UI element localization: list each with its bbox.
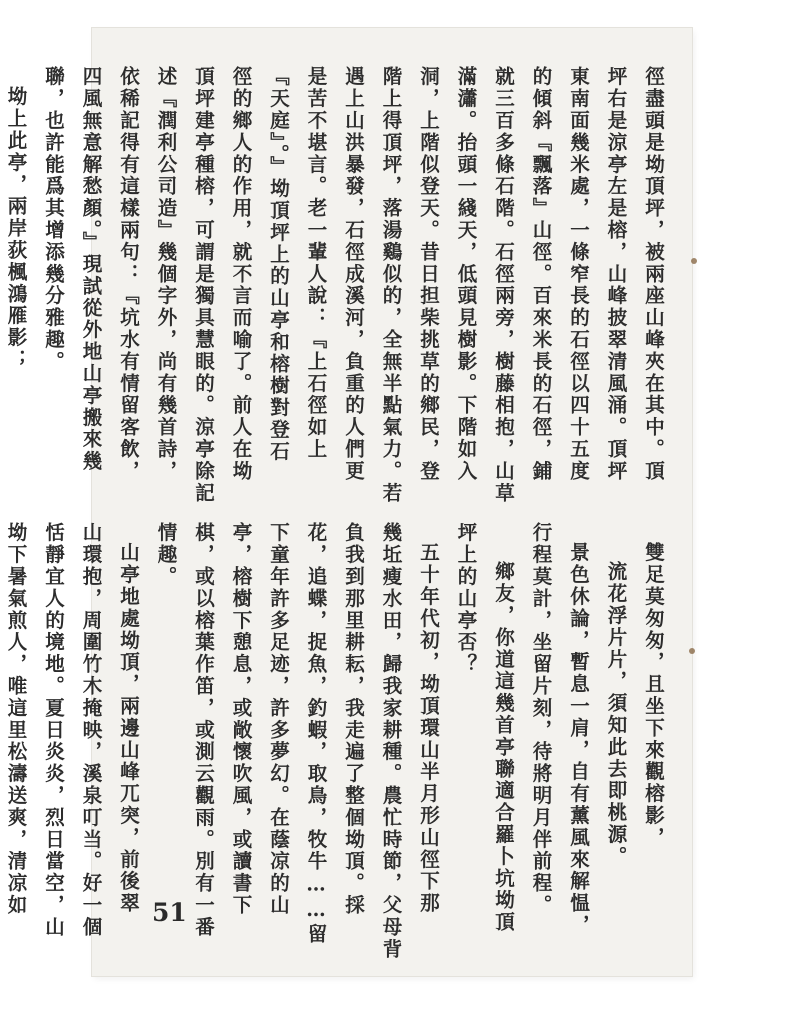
paper-speck xyxy=(691,258,697,264)
top-text-block xyxy=(0,66,672,504)
text-column: 階上得頂坪，落湯鷄似的，全無半點氣力。若 xyxy=(379,66,403,504)
page-number: 51 xyxy=(152,898,187,927)
text-column: 徑盡頭是坳頂坪，被兩座山峰夾在其中。頂 xyxy=(642,66,665,483)
text-column: 坪右是涼亭左是榕，山峰披翠清風涌。頂坪 xyxy=(604,66,628,483)
couplet-line: 流花浮片片，須知此去即桃源。 xyxy=(604,561,628,868)
text-column: 是苦不堪言。老一輩人說：『上石徑如上 xyxy=(304,66,328,461)
text-column: 山亭地處坳頂，兩邊山峰兀突，前後翠 xyxy=(117,541,140,914)
text-column: 『天庭』。』坳頂坪上的山亭和榕樹對登石 xyxy=(267,66,290,463)
text-column: 東南面幾米處，一條窄長的石徑以四十五度 xyxy=(567,66,590,483)
text-column: 滿瀟。抬頭一綫天，低頭見樹影。下階如入 xyxy=(454,66,478,483)
text-column: 就三百多條石階。石徑兩旁，樹藤相抱，山草 xyxy=(492,66,515,504)
couplet-line: 坳上此亭，兩岸荻楓鴻雁影； xyxy=(4,85,28,371)
paper-speck xyxy=(689,648,695,654)
text-column: 徑的鄉人的作用，就不言而喻了。前人在坳 xyxy=(229,66,253,483)
text-column: 花，追蝶，捉魚，釣蝦，取鳥，牧牛……留 xyxy=(304,522,328,946)
text-column: 五十年代初，坳頂環山半月形山徑下那 xyxy=(417,541,440,914)
text-column: 四風無意解愁顏。』現試從外地山亭搬來幾 xyxy=(79,66,103,473)
couplet-line: 景色休論，暫息一肩，自有薰風來解愠， xyxy=(567,541,590,936)
text-column: 聯，也許能爲其增添幾分雅趣。 xyxy=(42,66,65,373)
text-column: 負我到那里耕耘，我走遍了整個坳頂。採 xyxy=(342,522,365,917)
text-column: 坪上的山亭否？ xyxy=(454,522,478,676)
text-column: 恬靜宜人的境地。夏日炎炎，烈日當空，山 xyxy=(42,522,65,939)
text-column: 鄉友，你道這幾首亭聯適合羅卜坑坳頂 xyxy=(492,561,515,934)
couplet-line: 雙足莫匆匆，且坐下來觀榕影， xyxy=(642,541,665,849)
text-column: 的傾斜『飄落』山徑。百來米長的石徑，鋪 xyxy=(529,66,553,483)
text-column: 幾坵瘦水田，歸我家耕種。農忙時節，父母背 xyxy=(379,522,403,960)
text-column: 洞，上階似登天。昔日担柴挑草的鄉民，登 xyxy=(417,66,440,483)
book-page xyxy=(4,28,692,976)
text-column: 依稀記得有這樣兩句：『坑水有情留客飲， xyxy=(117,66,140,483)
text-column: 下童年許多足迹，許多夢幻。在蔭凉的山 xyxy=(267,522,290,917)
couplet-line: 行程莫計，坐留片刻，待將明月伴前程。 xyxy=(529,522,553,917)
text-column: 山環抱，周圍竹木掩映，溪泉叮当。好一個 xyxy=(79,522,103,939)
text-column: 遇上山洪暴發，石徑成溪河，負重的人們更 xyxy=(342,66,365,483)
text-column: 情趣。 xyxy=(154,522,178,588)
text-column: 亭，榕樹下憩息，或敞懷吹風，或讀書下 xyxy=(229,522,253,917)
text-column: 棋，或以榕葉作笛，或測云觀雨。別有一番 xyxy=(192,522,215,939)
text-column: 頂坪建亭種榕，可謂是獨具慧眼的。涼亭除記 xyxy=(192,66,215,504)
text-column: 述『潤利公司造』幾個字外，尚有幾首詩， xyxy=(154,66,178,483)
text-column: 坳下暑氣煎人，唯這里松濤送爽，清凉如 xyxy=(4,522,28,917)
